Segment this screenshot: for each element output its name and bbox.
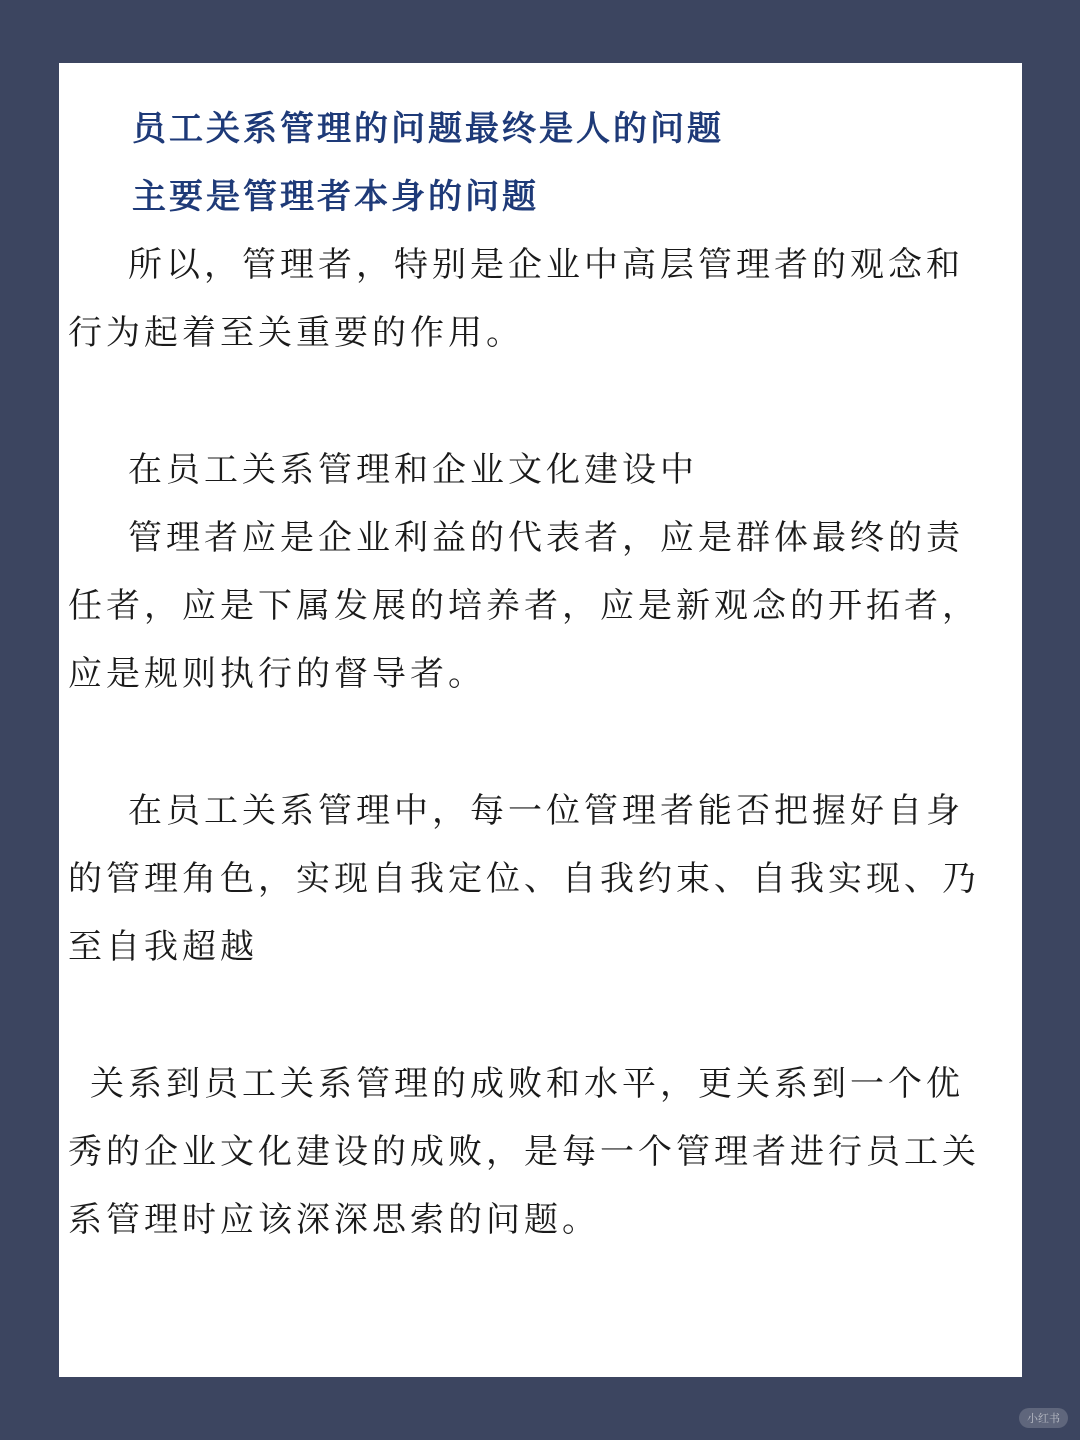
spacer bbox=[68, 708, 980, 777]
paragraph-3: 管理者应是企业利益的代表者，应是群体最终的责任者，应是下属发展的培养者，应是新观念的开拓者，应是规则执行的督导者。 bbox=[68, 518, 980, 694]
spacer bbox=[68, 981, 980, 1050]
paragraph-1: 所以，管理者，特别是企业中高层管理者的观念和行为起着至关重要的作用。 bbox=[68, 245, 964, 353]
paragraph-4: 在员工关系管理中，每一位管理者能否把握好自身的管理角色，实现自我定位、自我约束、自我实现、乃至自我超越 bbox=[68, 791, 980, 967]
spacer bbox=[68, 367, 980, 436]
paragraph-5: 关系到员工关系管理的成败和水平，更关系到一个优秀的企业文化建设的成败，是每一个管理者进行员工关系管理时应该深深思索的问题。 bbox=[68, 1064, 980, 1240]
paragraph-2: 在员工关系管理和企业文化建设中 bbox=[128, 450, 698, 490]
watermark-logo: 小红书 bbox=[1019, 1408, 1068, 1428]
headline-1: 员工关系管理的问题最终是人的问题 bbox=[132, 109, 724, 149]
headline-2: 主要是管理者本身的问题 bbox=[132, 177, 539, 217]
article-body bbox=[68, 95, 980, 1254]
